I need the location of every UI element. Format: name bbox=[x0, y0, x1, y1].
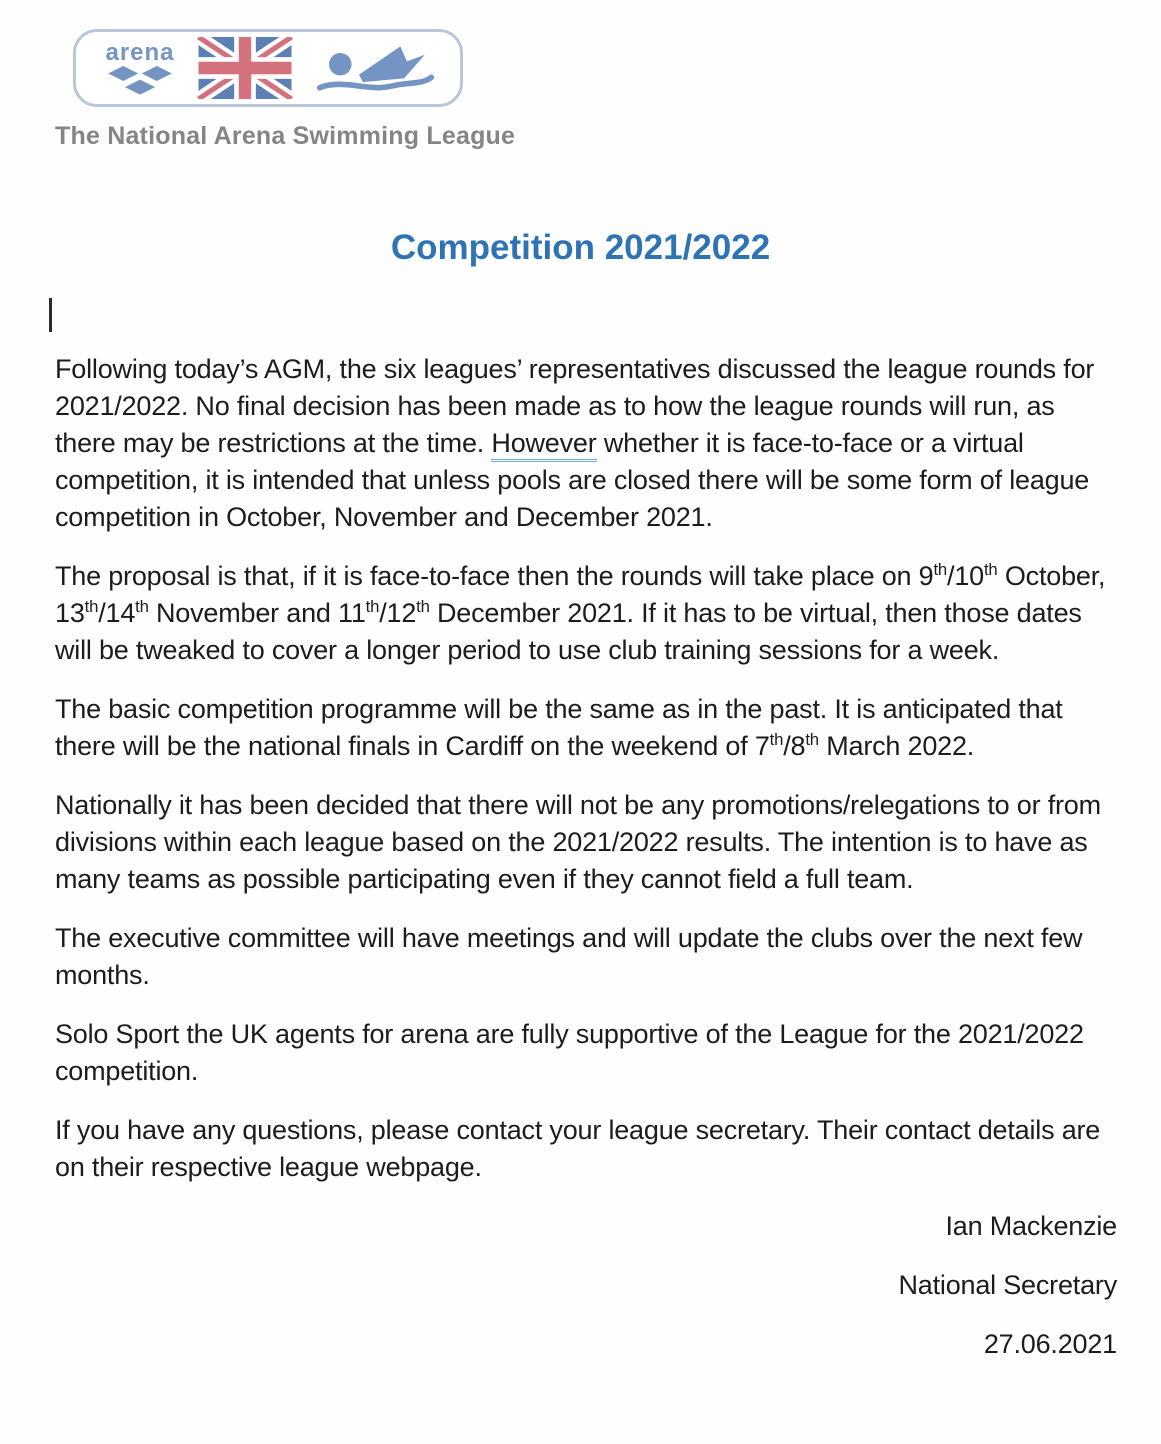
signature-date: 27.06.2021 bbox=[983, 1329, 1117, 1359]
signature-name: Ian Mackenzie bbox=[945, 1211, 1117, 1241]
swimmer-icon bbox=[314, 38, 436, 98]
text-segment: November and 11 bbox=[148, 598, 366, 628]
paragraph bbox=[55, 1016, 1117, 1090]
text-segment: th bbox=[135, 597, 149, 616]
text-segment: The proposal is that, if it is face-to-face then the rounds will take place on 9 bbox=[55, 561, 934, 591]
paragraph bbox=[55, 691, 1117, 765]
org-name: The National Arena Swimming League bbox=[55, 122, 516, 150]
text-segment: th bbox=[983, 560, 998, 579]
text-segment: whether it is face-to-face or a virtual competition, it is intended that unless pools are closed there will be some form of league competition in October, November and December 2021. bbox=[55, 428, 1090, 532]
text-segment: th bbox=[416, 597, 430, 616]
text-segment: /10 bbox=[947, 561, 984, 591]
text-segment: December 2021. If it has to be virtual, then those dates will be tweaked to cover a longer period to use club training sessions for a week. bbox=[55, 598, 1082, 665]
text-segment: th bbox=[805, 730, 819, 749]
text-segment: March 2022. bbox=[818, 731, 975, 761]
arena-logo bbox=[104, 38, 176, 96]
text-segment: /8 bbox=[783, 731, 806, 761]
text-segment: /12 bbox=[379, 598, 417, 628]
text-segment: Solo Sport the UK agents for arena are fully supportive of the League for the 2021/2022 competition. bbox=[55, 1019, 1084, 1086]
paragraph bbox=[55, 558, 1117, 669]
document-body[interactable] bbox=[55, 351, 1117, 1385]
paragraph bbox=[55, 1112, 1117, 1186]
text-segment: th bbox=[365, 597, 380, 616]
text-segment: Nationally it has been decided that there will not be any promotions/relegations to or from divisions within each league based on the 2021/2022 results. The intention is to have as many teams as possible participating even if they cannot field a full team. bbox=[55, 790, 1101, 894]
text-segment: th bbox=[769, 730, 784, 749]
text-segment: Following today’s AGM, the six leagues’ representatives discussed the league rounds for 2021/2022. No final decision has been made as to how the league rounds will run, as there may be restrictions at the time. bbox=[55, 354, 1095, 458]
paragraph-list bbox=[55, 351, 1117, 1186]
paragraph bbox=[55, 920, 1117, 994]
paragraph bbox=[55, 787, 1117, 898]
signature-block bbox=[55, 1208, 1117, 1363]
document-title: Competition 2021/2022 bbox=[390, 228, 771, 267]
paragraph bbox=[55, 351, 1117, 536]
text-segment: th bbox=[933, 560, 948, 579]
arena-wordmark: arena bbox=[105, 38, 175, 66]
text-segment: The basic competition programme will be the same as in the past. It is anticipated that there will be the national finals in Cardiff on the weekend of 7 bbox=[55, 694, 1063, 761]
signature-role: National Secretary bbox=[898, 1270, 1117, 1300]
text-segment: If you have any questions, please contact your league secretary. Their contact details are on their respective league webpage. bbox=[55, 1115, 1101, 1182]
league-logo bbox=[73, 29, 463, 107]
text-segment: /14 bbox=[98, 598, 136, 628]
union-jack-flag-icon bbox=[197, 37, 293, 99]
grammar-flagged-text: However bbox=[491, 428, 596, 462]
text-segment: The executive committee will have meetings and will update the clubs over the next few months. bbox=[55, 923, 1083, 990]
text-cursor bbox=[49, 298, 52, 332]
text-segment: October, 13 bbox=[55, 561, 1106, 628]
text-segment: th bbox=[84, 597, 99, 616]
arena-diamonds-icon bbox=[104, 66, 176, 96]
